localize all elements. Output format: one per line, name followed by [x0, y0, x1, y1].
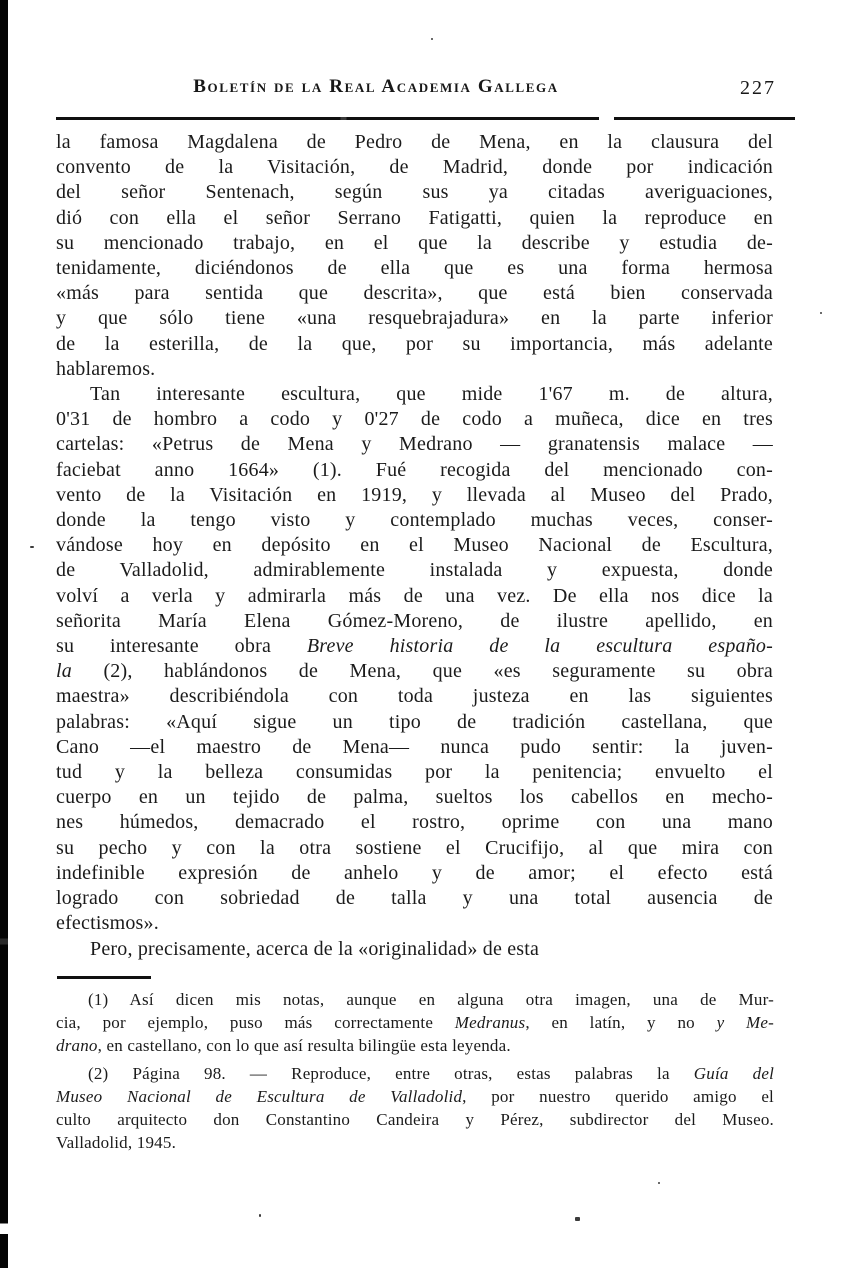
text-line	[56, 810, 773, 835]
italic-text: la	[56, 660, 72, 683]
text-segment: cartelas: «Petrus de Mena y Medrano — granatensis malace —	[56, 433, 773, 456]
scan-speckle	[658, 1182, 660, 1184]
text-line	[56, 609, 773, 634]
text-segment: nes húmedos, demacrado el rostro, oprime con una mano	[56, 811, 773, 834]
text-segment: tenidamente, diciéndonos de ella que es una forma hermosa	[56, 257, 773, 280]
text-segment: su mencionado trabajo, en el que la describe y estudia de-	[56, 231, 773, 254]
text-segment: cuerpo en un tejido de palma, sueltos los cabellos en mecho-	[56, 786, 773, 809]
text-line	[56, 785, 773, 810]
text-line	[56, 1034, 774, 1057]
text-line	[56, 1085, 774, 1108]
italic-text: drano	[56, 1036, 98, 1055]
text-line	[56, 306, 773, 331]
text-segment: volví a verla y admirarla más de una vez. De ella nos dice la	[56, 584, 773, 607]
paragraph	[56, 937, 773, 962]
text-line	[56, 256, 773, 281]
text-segment: y que sólo tiene «una resquebrajadura» en la parte inferior	[56, 307, 773, 330]
text-segment: la famosa Magdalena de Pedro de Mena, en la clausura del	[56, 131, 773, 153]
text-line	[56, 155, 773, 180]
journal-title: Boletín de la Real Academia Gallega	[193, 76, 559, 97]
page-number: 227	[740, 77, 776, 99]
text-segment: cia, por ejemplo, puso más correctamente	[56, 1013, 455, 1032]
text-segment: Tan interesante escultura, que mide 1'67 m. de altura,	[90, 383, 773, 406]
paragraph	[56, 1062, 774, 1154]
scan-gutter-shadow	[0, 0, 8, 1268]
text-line	[56, 180, 773, 205]
text-line	[56, 281, 773, 306]
paragraph	[56, 988, 774, 1057]
text-segment: palabras: «Aquí sigue un tipo de tradición castellana, que	[56, 710, 773, 733]
scan-speckle	[30, 546, 34, 548]
italic-text: Guía del	[693, 1064, 775, 1083]
text-segment: faciebat anno 1664» (1). Fué recogida del mencionado con-	[56, 458, 773, 481]
scan-speckle	[575, 1217, 580, 1221]
text-line	[56, 584, 773, 609]
paragraph	[56, 130, 773, 382]
text-segment: Valladolid, 1945.	[56, 1133, 177, 1152]
italic-text: Museo Nacional de Escultura de Valladolid	[56, 1087, 463, 1106]
body-text	[56, 130, 773, 962]
text-line	[56, 911, 773, 936]
text-line	[56, 332, 773, 357]
paragraph	[56, 382, 773, 936]
text-line	[56, 634, 773, 659]
text-segment: , en latín, y no	[525, 1013, 717, 1032]
text-segment: tud y la belleza consumidas por la penitencia; envuelto el	[56, 761, 773, 784]
text-segment: donde la tengo visto y contemplado muchas veces, conser-	[56, 509, 773, 532]
text-segment: (2) Página 98. — Reproduce, entre otras, estas palabras la	[88, 1064, 694, 1083]
text-line	[56, 357, 773, 382]
text-line	[56, 483, 773, 508]
text-line	[56, 659, 773, 684]
text-line	[56, 988, 774, 1011]
text-line	[56, 206, 773, 231]
text-line	[56, 508, 773, 533]
header-rule	[56, 117, 795, 120]
text-segment: Cano —el maestro de Mena— nunca pudo sentir: la juven-	[56, 735, 773, 758]
text-line	[56, 886, 773, 911]
text-line	[56, 684, 773, 709]
text-line	[56, 1131, 774, 1154]
text-line	[56, 710, 773, 735]
text-segment: indefinible expresión de anhelo y de amor; el efecto está	[56, 861, 773, 884]
text-line	[56, 432, 773, 457]
text-line	[56, 533, 773, 558]
text-line	[56, 458, 773, 483]
text-segment: vándose hoy en depósito en el Museo Nacional de Escultura,	[56, 534, 773, 557]
italic-text: Breve historia de la escultura españo-	[306, 635, 773, 658]
text-line	[56, 130, 773, 155]
text-segment: efectismos».	[56, 912, 159, 935]
italic-text: y Me-	[716, 1013, 774, 1032]
text-segment: «más para sentida que descrita», que está bien conservada	[56, 282, 773, 305]
text-line	[56, 558, 773, 583]
scan-speckle	[431, 38, 433, 40]
text-line	[56, 382, 773, 407]
text-line	[56, 937, 773, 962]
text-segment: su pecho y con la otra sostiene el Crucifijo, al que mira con	[56, 836, 773, 859]
scan-speckle	[820, 312, 822, 314]
italic-text: Medranus	[454, 1013, 526, 1032]
text-segment: (2), hablándonos de Mena, que «es seguramente su obra	[71, 660, 773, 683]
text-segment: su interesante obra	[56, 635, 307, 658]
text-segment: convento de la Visitación, de Madrid, donde por indicación	[56, 156, 773, 179]
text-segment: de Valladolid, admirablemente instalada y expuesta, donde	[56, 559, 773, 582]
text-segment: del señor Sentenach, según sus ya citadas averiguaciones,	[56, 181, 773, 204]
text-line	[56, 1011, 774, 1034]
text-segment: 0'31 de hombro a codo y 0'27 de codo a muñeca, dice en tres	[56, 408, 773, 431]
text-line	[56, 735, 773, 760]
text-line	[56, 861, 773, 886]
text-line	[56, 836, 773, 861]
text-segment: vento de la Visitación en 1919, y llevada al Museo del Prado,	[56, 483, 773, 506]
text-line	[56, 1108, 774, 1131]
text-segment: logrado con sobriedad de talla y una total ausencia de	[56, 887, 773, 910]
text-segment: señorita María Elena Gómez-Moreno, de ilustre apellido, en	[56, 609, 773, 632]
text-segment: hablaremos.	[56, 357, 156, 380]
text-segment: dió con ella el señor Serrano Fatigatti, quien la reproduce en	[56, 206, 773, 229]
text-line	[56, 760, 773, 785]
scan-speckle	[259, 1214, 261, 1217]
text-line	[56, 1062, 774, 1085]
text-segment: Pero, precisamente, acerca de la «originalidad» de esta	[90, 937, 540, 960]
text-segment: maestra» describiéndola con toda justeza en las siguientes	[56, 685, 773, 708]
text-segment: , por nuestro querido amigo el	[462, 1087, 774, 1106]
text-line	[56, 407, 773, 432]
text-segment: de la esterilla, de la que, por su importancia, más adelante	[56, 332, 773, 355]
text-segment: (1) Así dicen mis notas, aunque en alguna otra imagen, una de Mur-	[88, 990, 774, 1009]
text-segment: culto arquitecto don Constantino Candeira y Pérez, subdirector del Museo.	[56, 1110, 774, 1129]
footnotes	[56, 988, 774, 1154]
text-segment: , en castellano, con lo que así resulta bilingüe esta leyenda.	[97, 1036, 511, 1055]
footnote-rule	[57, 976, 151, 979]
text-line	[56, 231, 773, 256]
